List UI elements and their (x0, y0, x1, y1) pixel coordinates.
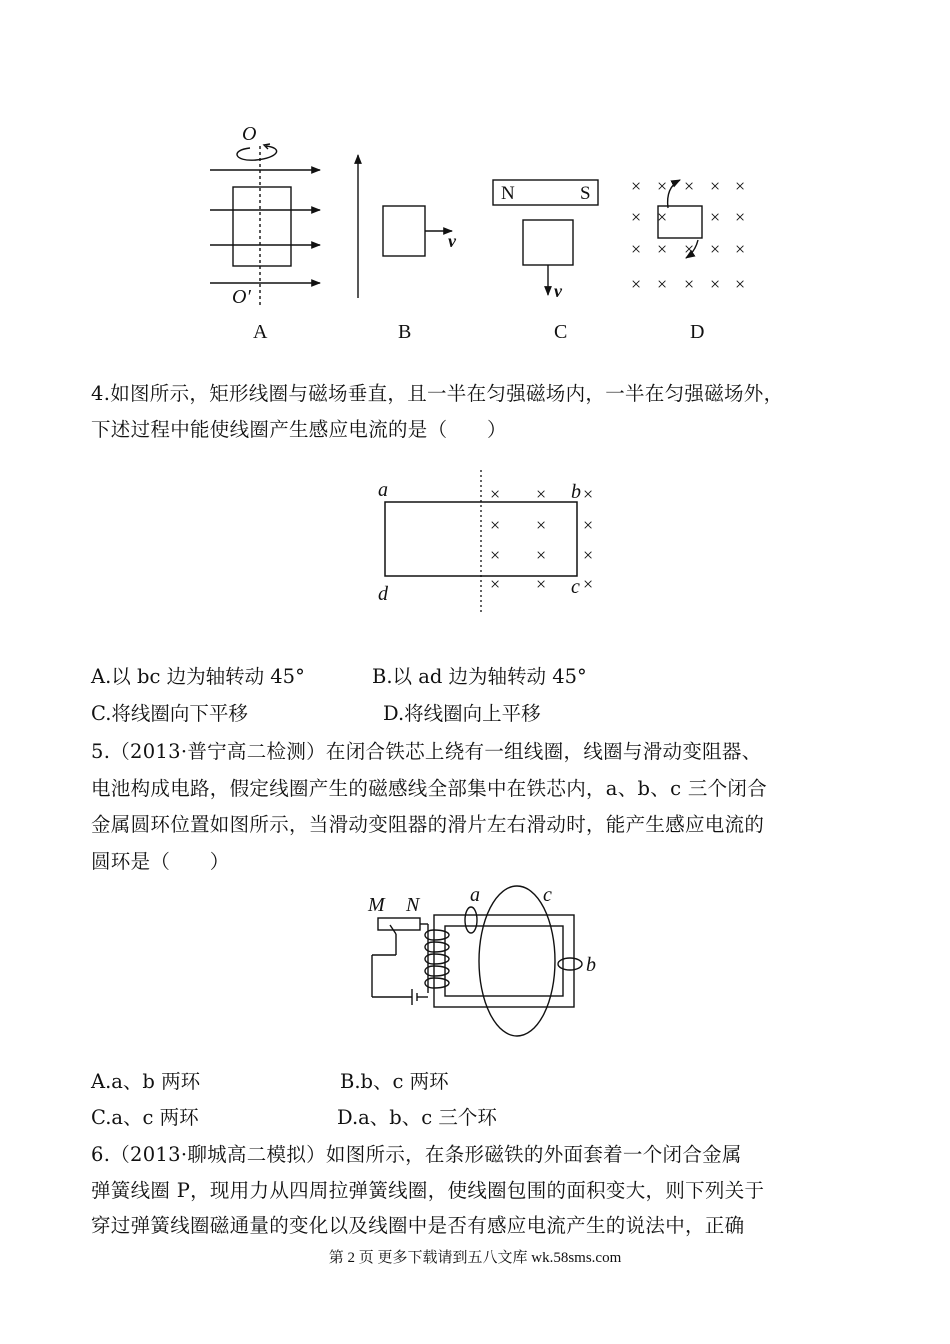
svg-text:×: × (657, 176, 668, 196)
svg-text:×: × (536, 515, 547, 535)
axis-label-top: O (242, 123, 257, 145)
svg-text:×: × (710, 176, 721, 196)
svg-text:×: × (583, 574, 594, 594)
svg-text:×: × (657, 207, 668, 227)
axis-label-bottom: O′ (232, 286, 251, 308)
page-footer: 第 2 页 更多下载请到五八文库 wk.58sms.com (328, 1250, 622, 1266)
velocity-label-c: v (554, 281, 562, 301)
svg-text:×: × (684, 176, 695, 196)
corner-d: d (378, 583, 388, 605)
label-a: A (253, 321, 268, 343)
svg-text:×: × (631, 207, 642, 227)
label-d: D (690, 321, 705, 343)
svg-text:×: × (536, 484, 547, 504)
svg-text:×: × (536, 574, 547, 594)
svg-text:×: × (583, 545, 594, 565)
q4-option-b: B.以 ad 边为轴转动 45° (372, 665, 587, 688)
svg-text:×: × (735, 239, 746, 259)
figure-c (493, 180, 598, 301)
svg-text:×: × (657, 239, 668, 259)
figure-d (631, 176, 745, 294)
q5-line-4: 圆环是（ ） (91, 850, 230, 873)
svg-text:×: × (490, 574, 501, 594)
q5-option-b: B.b、c 两环 (340, 1070, 449, 1093)
figure-a (210, 123, 320, 308)
svg-text:×: × (710, 239, 721, 259)
q6-line-3: 穿过弹簧线圈磁通量的变化以及线圈中是否有感应电流产生的说法中，正确 (91, 1214, 745, 1237)
svg-text:×: × (583, 515, 594, 535)
svg-text:×: × (735, 176, 746, 196)
q5-line-2: 电池构成电路，假定线圈产生的磁感线全部集中在铁芯内，a、b、c 三个闭合 (91, 777, 768, 800)
svg-text:×: × (631, 274, 642, 294)
svg-text:×: × (490, 515, 501, 535)
svg-text:×: × (710, 207, 721, 227)
svg-text:×: × (684, 239, 695, 259)
figure-b (358, 155, 457, 298)
q4-option-c: C.将线圈向下平移 (91, 702, 248, 725)
svg-text:×: × (631, 239, 642, 259)
magnet-s: S (580, 183, 591, 204)
label-b: B (398, 321, 412, 343)
magnet-n: N (501, 183, 515, 204)
q5-line-3: 金属圆环位置如图所示，当滑动变阻器的滑片左右滑动时，能产生感应电流的 (91, 813, 765, 836)
svg-text:×: × (631, 176, 642, 196)
svg-text:×: × (710, 274, 721, 294)
figure-q5 (360, 885, 610, 1055)
q4-line-2: 下述过程中能使线圈产生感应电流的是（ ） (91, 418, 507, 441)
svg-text:×: × (735, 207, 746, 227)
ring-a-label: a (470, 885, 480, 906)
q5-line-1: 5.（2013·普宁高二检测）在闭合铁芯上绕有一组线圈，线圈与滑动变阻器、 (91, 740, 762, 763)
svg-text:×: × (583, 484, 594, 504)
q5-option-d: D.a、b、c 三个环 (337, 1106, 497, 1129)
svg-text:×: × (490, 484, 501, 504)
svg-text:×: × (684, 274, 695, 294)
figure-abcd (190, 120, 770, 350)
q5-option-a: A.a、b 两环 (91, 1070, 201, 1093)
label-m: M (368, 894, 385, 916)
q6-line-1: 6.（2013·聊城高二模拟）如图所示，在条形磁铁的外面套着一个闭合金属 (91, 1143, 742, 1166)
label-n: N (406, 894, 420, 916)
velocity-label-b: v (448, 231, 456, 251)
q4-line-1: 4.如图所示，矩形线圈与磁场垂直，且一半在匀强磁场内，一半在匀强磁场外， (91, 382, 784, 405)
figure-q4 (370, 470, 610, 620)
ring-b-label: b (586, 954, 596, 976)
svg-text:×: × (490, 545, 501, 565)
svg-text:×: × (536, 545, 547, 565)
corner-b: b (571, 481, 581, 503)
corner-a: a (378, 479, 388, 501)
label-c: C (554, 321, 568, 343)
corner-c: c (571, 576, 580, 598)
q4-option-a: A.以 bc 边为轴转动 45° (91, 665, 305, 688)
q6-line-2: 弹簧线圈 P，现用力从四周拉弹簧线圈，使线圈包围的面积变大，则下列关于 (91, 1179, 765, 1202)
figure-labels (253, 321, 704, 343)
svg-text:×: × (657, 274, 668, 294)
q5-option-c: C.a、c 两环 (91, 1106, 199, 1129)
ring-c-label: c (543, 885, 552, 906)
q4-option-d: D.将线圈向上平移 (383, 702, 541, 725)
svg-text:×: × (735, 274, 746, 294)
